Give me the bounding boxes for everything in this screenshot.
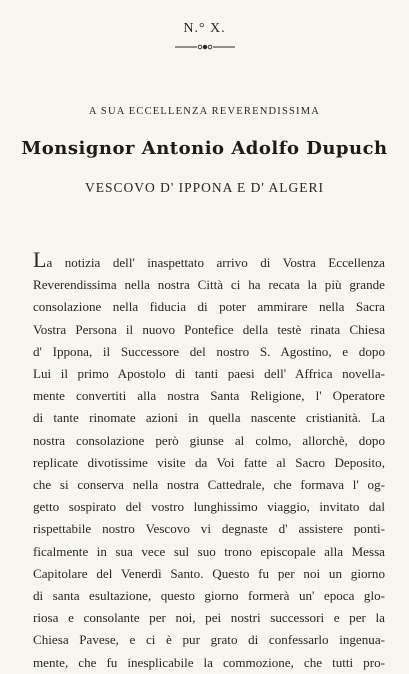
section-number: N.° X. bbox=[183, 21, 226, 36]
ornamental-rule-icon bbox=[175, 43, 235, 51]
body-line: d' Ippona, il Successore del nostro S. Agostino, e dopo bbox=[33, 343, 385, 359]
body-line: Vostra Persona il nuovo Pontefice della testè rinata Chiesa bbox=[33, 321, 385, 337]
body-line: Chiesa Pavese, e ci è pur grato di confessarlo ingenua- bbox=[33, 632, 385, 648]
body-line: mente, che fu inesplicabile la commozione, che tutti pro- bbox=[33, 654, 385, 670]
body-line: La notizia dell' inaspettato arrivo di Vostra Eccellenza bbox=[33, 247, 385, 272]
body-line: di santa esultazione, questo giorno formerà un' epoca glo- bbox=[33, 588, 385, 604]
body-line: di tante rinomate azioni in quella nascente cristianità. La bbox=[33, 410, 385, 426]
body-line: riosa e consolante per noi, pei nostri successori e per la bbox=[33, 610, 385, 626]
body-line: rispettabile nostro Vescovo vi degnaste d' assistere ponti- bbox=[33, 521, 385, 537]
addressee-name: Monsignor Antonio Adolfo Dupuch bbox=[21, 138, 388, 159]
initial-letter: L bbox=[33, 247, 47, 272]
body-line: che si conserva nella nostra Cattedrale, che formava l' og- bbox=[33, 477, 385, 493]
body-line: ficalmente in sua vece sul suo trono episcopale alla Messa bbox=[33, 543, 385, 559]
body-line: mente convertiti alla nostra Santa Religione, l' Operatore bbox=[33, 388, 385, 404]
body-line: replicate divotissime visite da Voi fatte al Sacro Deposito, bbox=[33, 454, 385, 470]
body-line: consolazione nella fiducia di poter ammirare nella Sacra bbox=[33, 299, 385, 315]
body-line: getto sospirato del vostro lunghissimo viaggio, invitato dal bbox=[33, 499, 385, 515]
body-line: Lui il primo Apostolo di tanti paesi dell' Affrica novella- bbox=[33, 366, 385, 382]
addressee-title: VESCOVO D' IPPONA E D' ALGERI bbox=[84, 180, 324, 195]
body-line: Capitolare del Venerdì Santo. Questo fu per noi un giorno bbox=[33, 565, 385, 581]
letter-body bbox=[33, 249, 385, 674]
dedication-line: A SUA ECCELLENZA REVERENDISSIMA bbox=[88, 106, 321, 117]
body-line: Reverendissima nella nostra Città ci ha recata la più grande bbox=[33, 277, 385, 293]
body-line: nostra consolazione però giunse al colmo, allorchè, dopo bbox=[33, 432, 385, 448]
